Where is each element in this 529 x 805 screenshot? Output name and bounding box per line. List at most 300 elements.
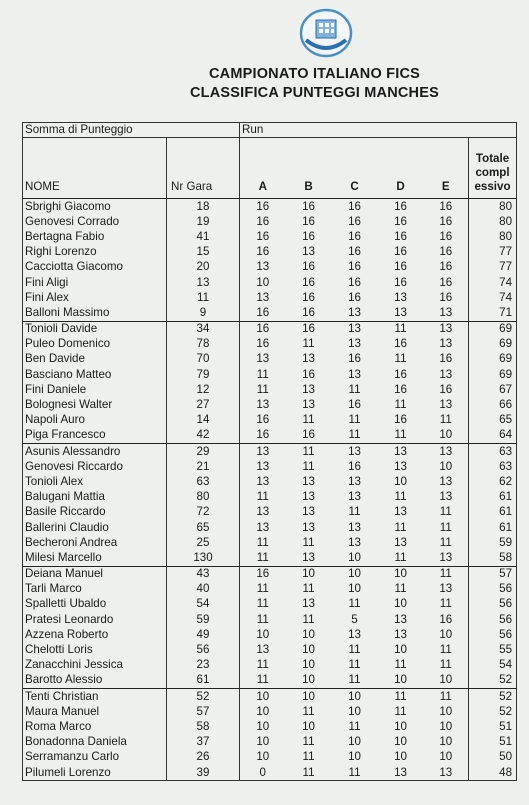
cell-e: 10 — [439, 750, 453, 764]
cell-tot: 56 — [469, 627, 517, 642]
cell-b: 11 — [302, 337, 315, 351]
cell-nr: 80 — [167, 490, 240, 505]
federation-logo — [298, 6, 354, 58]
cell-name: Fini Alex — [23, 290, 167, 305]
cell-a: 10 — [240, 704, 286, 719]
cell-name: Barotto Alessio — [23, 673, 167, 689]
cell-name: Bonadonna Daniela — [23, 735, 167, 750]
cell-a: 13 — [240, 260, 286, 275]
cell-c: 16 — [348, 245, 361, 259]
cell-tot: 51 — [469, 719, 517, 734]
cell-c: 16 — [348, 214, 361, 228]
column-header-nr: Nr Gara — [167, 138, 240, 199]
cell-nr: 25 — [167, 535, 240, 550]
cell-tot: 69 — [469, 337, 517, 352]
cell-a: 16 — [240, 199, 286, 215]
cell-c: 10 — [332, 689, 378, 705]
cell-tot: 54 — [469, 658, 517, 673]
cell-name: Tarli Marco — [23, 582, 167, 597]
cell-d: 16 — [394, 413, 407, 427]
cell-name: Pilumeli Lorenzo — [23, 765, 167, 781]
cell-a: 10 — [240, 275, 286, 290]
cell-a: 11 — [240, 658, 286, 673]
cell-d: 10 — [394, 750, 407, 764]
table-row — [23, 444, 517, 460]
table-row — [23, 550, 517, 566]
cell-nr: 15 — [167, 245, 240, 260]
cell-c: 16 — [348, 398, 361, 412]
cell-b: 16 — [302, 290, 315, 304]
cell-name: Ben Davide — [23, 352, 167, 367]
cell-e: 10 — [439, 719, 453, 733]
cell-nr: 72 — [167, 505, 240, 520]
cell-tot: 64 — [469, 428, 517, 444]
cell-a: 0 — [240, 765, 286, 781]
cell-c: 13 — [348, 367, 361, 381]
cell-tot: 59 — [469, 535, 517, 550]
cell-e: 13 — [439, 398, 453, 412]
cell-e: 16 — [439, 199, 453, 213]
cell-a: 13 — [240, 397, 286, 412]
cell-b: 13 — [302, 398, 315, 412]
cell-nr: 37 — [167, 735, 240, 750]
table-row — [23, 704, 517, 719]
cell-a: 16 — [240, 245, 286, 260]
cell-name: Asunis Alessandro — [23, 444, 167, 460]
cell-e: 13 — [439, 582, 453, 596]
cell-b: 16 — [302, 229, 315, 243]
cell-b: 13 — [302, 490, 315, 504]
cell-b: 13 — [302, 505, 315, 519]
cell-tot: 77 — [469, 245, 517, 260]
cell-a: 11 — [240, 612, 286, 627]
table-row — [23, 382, 517, 397]
cell-c: 16 — [348, 229, 361, 243]
cell-a: 16 — [240, 229, 286, 244]
cell-d: 11 — [394, 520, 407, 534]
cell-nr: 20 — [167, 260, 240, 275]
cell-b: 11 — [302, 413, 315, 427]
cell-c: 10 — [348, 550, 361, 564]
table-body — [23, 199, 517, 781]
cell-d: 11 — [394, 352, 407, 366]
total-header-line1: Totale — [475, 152, 510, 165]
column-header-c: C — [332, 138, 378, 199]
cell-d: 16 — [394, 199, 407, 213]
table-row — [23, 505, 517, 520]
cell-b: 10 — [302, 643, 315, 657]
table-row — [23, 642, 517, 657]
cell-nr: 49 — [167, 627, 240, 642]
cell-a: 10 — [240, 627, 286, 642]
cell-a: 10 — [240, 719, 286, 734]
cell-a: 11 — [240, 582, 286, 597]
table-row — [23, 337, 517, 352]
cell-c: 11 — [348, 643, 361, 657]
cell-b: 11 — [302, 704, 315, 718]
cell-name: Deiana Manuel — [23, 566, 167, 582]
cell-tot: 63 — [469, 444, 517, 460]
cell-nr: 56 — [167, 642, 240, 657]
cell-e: 10 — [439, 735, 453, 749]
run-label: Run — [240, 123, 517, 138]
cell-b: 13 — [302, 597, 315, 611]
header-row-columns — [23, 138, 517, 199]
cell-c: 13 — [332, 321, 378, 337]
cell-nr: 21 — [167, 459, 240, 474]
cell-name: Basile Riccardo — [23, 505, 167, 520]
cell-name: Zanacchini Jessica — [23, 658, 167, 673]
cell-e: 13 — [439, 337, 453, 351]
cell-d: 16 — [394, 260, 407, 274]
cell-c: 13 — [348, 490, 361, 504]
cell-e: 11 — [439, 413, 452, 427]
cell-e: 11 — [424, 689, 469, 705]
pivot-label: Somma di Punteggio — [23, 123, 240, 138]
cell-d: 16 — [394, 245, 407, 259]
cell-name: Cacciotta Giacomo — [23, 260, 167, 275]
cell-e: 13 — [439, 550, 453, 564]
cell-c: 11 — [348, 673, 361, 687]
cell-b: 10 — [302, 719, 315, 733]
cell-a: 13 — [240, 505, 286, 520]
cell-b: 16 — [302, 260, 315, 274]
cell-b: 16 — [302, 305, 315, 319]
cell-b: 16 — [286, 321, 332, 337]
table-row — [23, 245, 517, 260]
cell-b: 16 — [302, 275, 315, 289]
cell-nr: 19 — [167, 214, 240, 229]
cell-e: 16 — [439, 214, 453, 228]
table-row — [23, 765, 517, 781]
cell-name: Serramanzu Carlo — [23, 750, 167, 765]
cell-b: 11 — [302, 750, 315, 764]
cell-d: 10 — [378, 566, 424, 582]
cell-a: 11 — [240, 597, 286, 612]
cell-tot: 80 — [469, 214, 517, 229]
cell-b: 11 — [302, 459, 315, 473]
cell-nr: 27 — [167, 397, 240, 412]
cell-e: 13 — [439, 765, 453, 779]
cell-c: 13 — [348, 337, 361, 351]
cell-name: Milesi Marcello — [23, 550, 167, 566]
cell-a: 11 — [240, 535, 286, 550]
cell-c: 10 — [348, 582, 361, 596]
table-row — [23, 367, 517, 382]
table-row — [23, 627, 517, 642]
column-header-d: D — [378, 138, 424, 199]
cell-nr: 79 — [167, 367, 240, 382]
cell-b: 11 — [302, 765, 315, 779]
cell-tot: 58 — [469, 550, 517, 566]
cell-e: 11 — [424, 566, 469, 582]
table-row — [23, 582, 517, 597]
cell-e: 11 — [439, 643, 452, 657]
cell-tot: 52 — [469, 689, 517, 705]
cell-e: 11 — [439, 535, 452, 549]
cell-c: 11 — [348, 428, 361, 442]
cell-e: 16 — [439, 612, 453, 626]
header-row-top — [23, 123, 517, 138]
cell-e: 10 — [439, 704, 453, 718]
cell-c: 11 — [348, 382, 361, 396]
cell-name: Tonioli Alex — [23, 474, 167, 489]
cell-c: 16 — [348, 290, 361, 304]
cell-d: 10 — [394, 474, 407, 488]
cell-b: 13 — [302, 520, 315, 534]
cell-tot: 55 — [469, 642, 517, 657]
cell-a: 10 — [240, 750, 286, 765]
cell-b: 16 — [302, 367, 315, 381]
cell-a: 13 — [240, 290, 286, 305]
cell-c: 10 — [332, 566, 378, 582]
table-row — [23, 199, 517, 215]
cell-d: 11 — [394, 658, 407, 672]
cell-nr: 9 — [167, 305, 240, 321]
cell-e: 16 — [439, 229, 453, 243]
cell-a: 16 — [240, 214, 286, 229]
cell-tot: 61 — [469, 505, 517, 520]
cell-b: 13 — [302, 474, 315, 488]
cell-tot: 67 — [469, 382, 517, 397]
cell-nr: 23 — [167, 658, 240, 673]
table-row — [23, 597, 517, 612]
cell-d: 16 — [394, 275, 407, 289]
cell-tot: 61 — [469, 490, 517, 505]
cell-nr: 43 — [167, 566, 240, 582]
cell-name: Balloni Massimo — [23, 305, 167, 321]
table-row — [23, 658, 517, 673]
cell-c: 11 — [348, 658, 361, 672]
cell-c: 10 — [348, 704, 361, 718]
cell-tot: 51 — [469, 735, 517, 750]
table-row — [23, 490, 517, 505]
table-row — [23, 735, 517, 750]
cell-nr: 34 — [167, 321, 240, 337]
cell-b: 10 — [302, 627, 315, 641]
cell-c: 13 — [332, 444, 378, 460]
cell-name: Piga Francesco — [23, 428, 167, 444]
cell-tot: 80 — [469, 199, 517, 215]
cell-name: Chelotti Loris — [23, 642, 167, 657]
cell-name: Pratesi Leonardo — [23, 612, 167, 627]
cell-d: 11 — [394, 704, 407, 718]
column-header-total — [469, 138, 517, 199]
cell-b: 13 — [302, 382, 315, 396]
cell-nr: 39 — [167, 765, 240, 781]
cell-a: 11 — [240, 382, 286, 397]
cell-d: 16 — [394, 367, 407, 381]
cell-a: 11 — [240, 550, 286, 566]
table-row — [23, 305, 517, 321]
cell-tot: 52 — [469, 673, 517, 689]
cell-nr: 61 — [167, 673, 240, 689]
cell-d: 11 — [394, 582, 407, 596]
cell-d: 13 — [394, 459, 407, 473]
cell-c: 11 — [348, 719, 361, 733]
cell-a: 10 — [240, 689, 286, 705]
page-subtitle: CLASSIFICA PUNTEGGI MANCHES — [190, 85, 439, 101]
cell-a: 13 — [240, 642, 286, 657]
cell-nr: 18 — [167, 199, 240, 215]
cell-d: 13 — [394, 627, 407, 641]
cell-name: Maura Manuel — [23, 704, 167, 719]
cell-tot: 56 — [469, 612, 517, 627]
cell-c: 11 — [348, 505, 361, 519]
table-row — [23, 428, 517, 444]
cell-c: 16 — [348, 260, 361, 274]
cell-name: Fini Aligi — [23, 275, 167, 290]
cell-name: Tenti Christian — [23, 689, 167, 705]
table-row — [23, 673, 517, 689]
cell-c: 13 — [348, 535, 361, 549]
cell-nr: 12 — [167, 382, 240, 397]
cell-b: 13 — [302, 352, 315, 366]
cell-tot: 63 — [469, 459, 517, 474]
table-row — [23, 474, 517, 489]
table-row — [23, 397, 517, 412]
cell-tot: 48 — [469, 765, 517, 781]
cell-d: 10 — [394, 719, 407, 733]
cell-b: 13 — [302, 245, 315, 259]
cell-d: 11 — [394, 428, 407, 442]
cell-a: 16 — [240, 337, 286, 352]
cell-c: 16 — [348, 459, 361, 473]
cell-d: 13 — [394, 305, 407, 319]
cell-tot: 66 — [469, 397, 517, 412]
cell-e: 16 — [439, 245, 453, 259]
table-row — [23, 520, 517, 535]
cell-e: 16 — [439, 290, 453, 304]
cell-a: 16 — [240, 321, 286, 337]
cell-a: 13 — [240, 474, 286, 489]
cell-c: 10 — [348, 750, 361, 764]
cell-e: 16 — [439, 382, 453, 396]
cell-name: Balugani Mattia — [23, 490, 167, 505]
table-row — [23, 535, 517, 550]
cell-tot: 61 — [469, 520, 517, 535]
cell-nr: 58 — [167, 719, 240, 734]
cell-d: 11 — [394, 550, 407, 564]
cell-e: 10 — [439, 428, 453, 442]
cell-tot: 80 — [469, 229, 517, 244]
column-header-e: E — [424, 138, 469, 199]
table-row — [23, 719, 517, 734]
cell-a: 16 — [240, 305, 286, 321]
table-row — [23, 260, 517, 275]
cell-nr: 14 — [167, 413, 240, 428]
cell-nr: 65 — [167, 520, 240, 535]
cell-nr: 54 — [167, 597, 240, 612]
table-row — [23, 352, 517, 367]
cell-name: Ballerini Claudio — [23, 520, 167, 535]
cell-b: 13 — [302, 550, 315, 564]
cell-name: Bertagna Fabio — [23, 229, 167, 244]
cell-nr: 59 — [167, 612, 240, 627]
cell-name: Napoli Auro — [23, 413, 167, 428]
cell-tot: 77 — [469, 260, 517, 275]
cell-d: 13 — [378, 444, 424, 460]
column-header-b: B — [286, 138, 332, 199]
cell-d: 11 — [378, 321, 424, 337]
cell-a: 11 — [240, 490, 286, 505]
cell-nr: 26 — [167, 750, 240, 765]
cell-name: Genovesi Riccardo — [23, 459, 167, 474]
cell-name: Azzena Roberto — [23, 627, 167, 642]
cell-b: 16 — [302, 199, 315, 213]
cell-d: 13 — [394, 535, 407, 549]
cell-d: 16 — [394, 337, 407, 351]
cell-e: 16 — [439, 352, 453, 366]
cell-name: Becheroni Andrea — [23, 535, 167, 550]
cell-nr: 41 — [167, 229, 240, 244]
table-row — [23, 290, 517, 305]
cell-tot: 69 — [469, 352, 517, 367]
cell-c: 16 — [348, 352, 361, 366]
table-row — [23, 750, 517, 765]
cell-d: 11 — [378, 689, 424, 705]
cell-b: 11 — [302, 535, 315, 549]
cell-d: 10 — [394, 643, 407, 657]
results-table — [22, 122, 517, 781]
cell-e: 16 — [439, 260, 453, 274]
cell-nr: 52 — [167, 689, 240, 705]
cell-e: 13 — [439, 490, 453, 504]
cell-d: 13 — [394, 765, 407, 779]
cell-tot: 50 — [469, 750, 517, 765]
cell-c: 13 — [348, 305, 361, 319]
cell-c: 13 — [348, 520, 361, 534]
cell-e: 13 — [439, 474, 453, 488]
cell-tot: 69 — [469, 367, 517, 382]
cell-d: 16 — [394, 229, 407, 243]
cell-b: 10 — [286, 689, 332, 705]
cell-a: 11 — [240, 673, 286, 689]
cell-tot: 52 — [469, 704, 517, 719]
cell-tot: 62 — [469, 474, 517, 489]
cell-e: 11 — [439, 658, 452, 672]
cell-name: Roma Marco — [23, 719, 167, 734]
cell-b: 10 — [286, 566, 332, 582]
cell-b: 11 — [302, 582, 315, 596]
cell-a: 13 — [240, 520, 286, 535]
table-row — [23, 459, 517, 474]
table-row — [23, 413, 517, 428]
cell-tot: 65 — [469, 413, 517, 428]
cell-b: 10 — [302, 673, 315, 687]
cell-tot: 74 — [469, 275, 517, 290]
cell-b: 11 — [302, 735, 315, 749]
cell-d: 10 — [394, 597, 407, 611]
cell-c: 10 — [348, 735, 361, 749]
table-row — [23, 566, 517, 582]
cell-name: Basciano Matteo — [23, 367, 167, 382]
cell-nr: 70 — [167, 352, 240, 367]
cell-c: 13 — [348, 474, 361, 488]
column-header-a: A — [240, 138, 286, 199]
total-header-line2: compl — [475, 166, 510, 179]
cell-name: Sbrighi Giacomo — [23, 199, 167, 215]
cell-nr: 11 — [167, 290, 240, 305]
cell-d: 11 — [394, 398, 407, 412]
cell-a: 10 — [240, 735, 286, 750]
cell-d: 11 — [394, 490, 407, 504]
cell-nr: 78 — [167, 337, 240, 352]
cell-a: 16 — [240, 566, 286, 582]
cell-nr: 57 — [167, 704, 240, 719]
cell-e: 13 — [439, 305, 453, 319]
cell-name: Spalletti Ubaldo — [23, 597, 167, 612]
